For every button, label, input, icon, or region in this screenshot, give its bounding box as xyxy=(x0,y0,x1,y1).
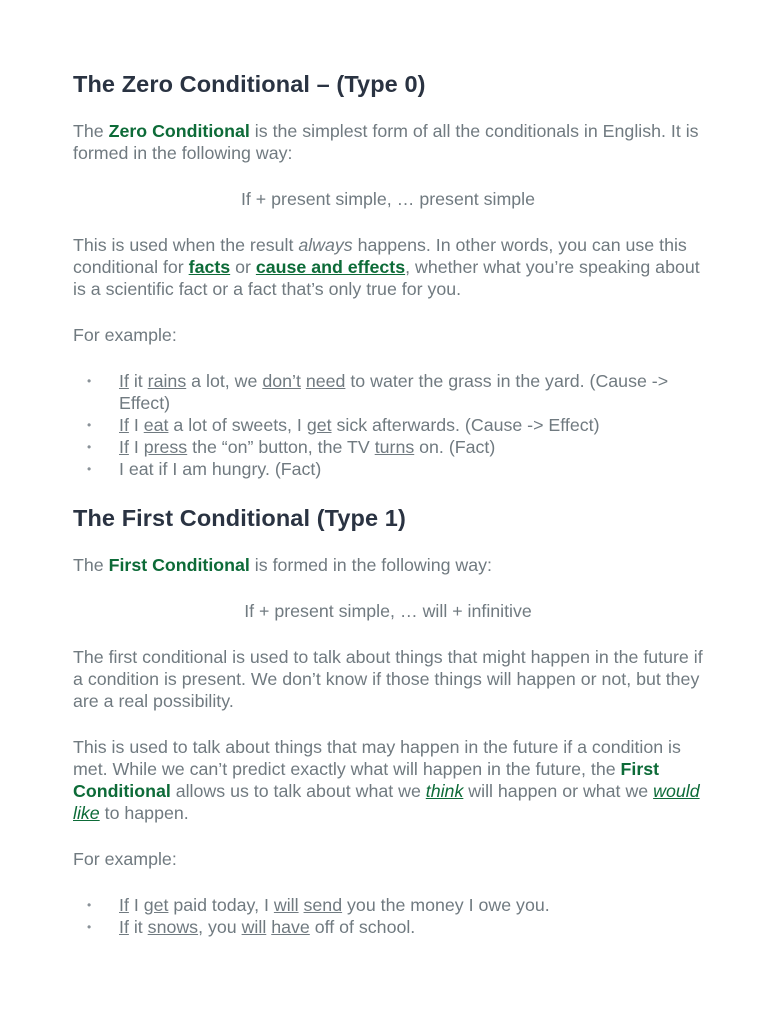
list-item xyxy=(73,436,703,458)
underlined-word: turns xyxy=(374,437,415,457)
underlined-word: press xyxy=(143,437,188,457)
underlined-word: If xyxy=(119,437,129,457)
underlined-word: will xyxy=(241,917,267,937)
text-run: it xyxy=(128,917,148,937)
underlined-word: don’t xyxy=(262,371,301,391)
text-run: I xyxy=(128,415,144,435)
underlined-word: If xyxy=(119,895,129,915)
first-intro-paragraph xyxy=(73,554,703,576)
underlined-word: get xyxy=(306,415,332,435)
cause-and-effects-link[interactable]: cause and effects xyxy=(255,257,406,277)
emphasis-always: always xyxy=(298,235,353,255)
text-run: I xyxy=(128,437,144,457)
list-item xyxy=(73,458,703,480)
zero-conditional-term: Zero Conditional xyxy=(108,121,250,141)
text-run: This is used when the result xyxy=(73,235,299,255)
document-content xyxy=(73,68,703,938)
text-run: The xyxy=(73,555,109,575)
text-run: I eat if I am hungry. (Fact) xyxy=(119,459,322,479)
text-run: it xyxy=(128,371,148,391)
first-conditional-heading: The First Conditional (Type 1) xyxy=(73,505,406,531)
would-like-link[interactable]: would like xyxy=(73,781,700,823)
underlined-word: If xyxy=(119,917,129,937)
underlined-word: need xyxy=(305,371,346,391)
text-run: This is used to talk about things that may happen in the future if a condition is met. While we can’t predict exactly what will happen in the future, the xyxy=(73,737,681,779)
text-run: I xyxy=(128,895,144,915)
underlined-word: have xyxy=(271,917,310,937)
text-run: off of school. xyxy=(309,917,416,937)
text-run: a lot, we xyxy=(186,371,263,391)
first-examples-list xyxy=(73,894,703,938)
list-item xyxy=(73,370,703,414)
list-item xyxy=(73,414,703,436)
text-run: allows us to talk about what we xyxy=(170,781,426,801)
text-run: will happen or what we xyxy=(463,781,654,801)
facts-link[interactable]: facts xyxy=(188,257,231,277)
underlined-word: will xyxy=(273,895,299,915)
underlined-word: If xyxy=(119,371,129,391)
text-run: happens. In other words, you can use this conditional for xyxy=(73,235,687,277)
underlined-word: get xyxy=(143,895,169,915)
list-item xyxy=(73,894,703,916)
first-description-paragraph: The first conditional is used to talk about things that might happen in the future if a condition is present. We don’t know if those things will happen or not, but they are a real possibility. xyxy=(73,647,703,711)
text-run: a lot of sweets, I xyxy=(168,415,307,435)
underlined-word: eat xyxy=(143,415,169,435)
text-run: to happen. xyxy=(99,803,189,823)
zero-formula: If + present simple, … present simple xyxy=(240,189,535,209)
text-run: you the money I owe you. xyxy=(342,895,550,915)
first-formula: If + present simple, … will + infinitive xyxy=(244,601,532,621)
think-link[interactable]: think xyxy=(425,781,464,801)
list-item xyxy=(73,916,703,938)
first-usage-paragraph xyxy=(73,736,703,824)
zero-conditional-heading: The Zero Conditional – (Type 0) xyxy=(73,71,426,97)
first-conditional-term: First Conditional xyxy=(73,759,660,801)
underlined-word: send xyxy=(303,895,343,915)
underlined-word: If xyxy=(119,415,129,435)
text-run: or xyxy=(230,257,256,277)
text-run: to water the grass in the yard. (Cause -> Effect) xyxy=(119,371,669,413)
text-run: on. (Fact) xyxy=(414,437,496,457)
zero-intro-paragraph xyxy=(73,120,703,164)
text-run: the “on” button, the TV xyxy=(187,437,375,457)
underlined-word: snows xyxy=(147,917,199,937)
zero-for-example-label: For example: xyxy=(73,325,177,345)
text-run: The xyxy=(73,121,109,141)
text-run: sick afterwards. (Cause -> Effect) xyxy=(331,415,600,435)
first-conditional-term: First Conditional xyxy=(108,555,250,575)
text-run: is the simplest form of all the conditionals in English. It is formed in the following way: xyxy=(73,121,699,163)
zero-usage-paragraph xyxy=(73,234,703,300)
first-for-example-label: For example: xyxy=(73,849,177,869)
text-run: , whether what you’re speaking about is a scientific fact or a fact that’s only true for you. xyxy=(73,257,700,299)
text-run: is formed in the following way: xyxy=(249,555,492,575)
text-run: , you xyxy=(198,917,242,937)
text-run: paid today, I xyxy=(168,895,274,915)
zero-examples-list xyxy=(73,370,703,480)
underlined-word: rains xyxy=(147,371,187,391)
